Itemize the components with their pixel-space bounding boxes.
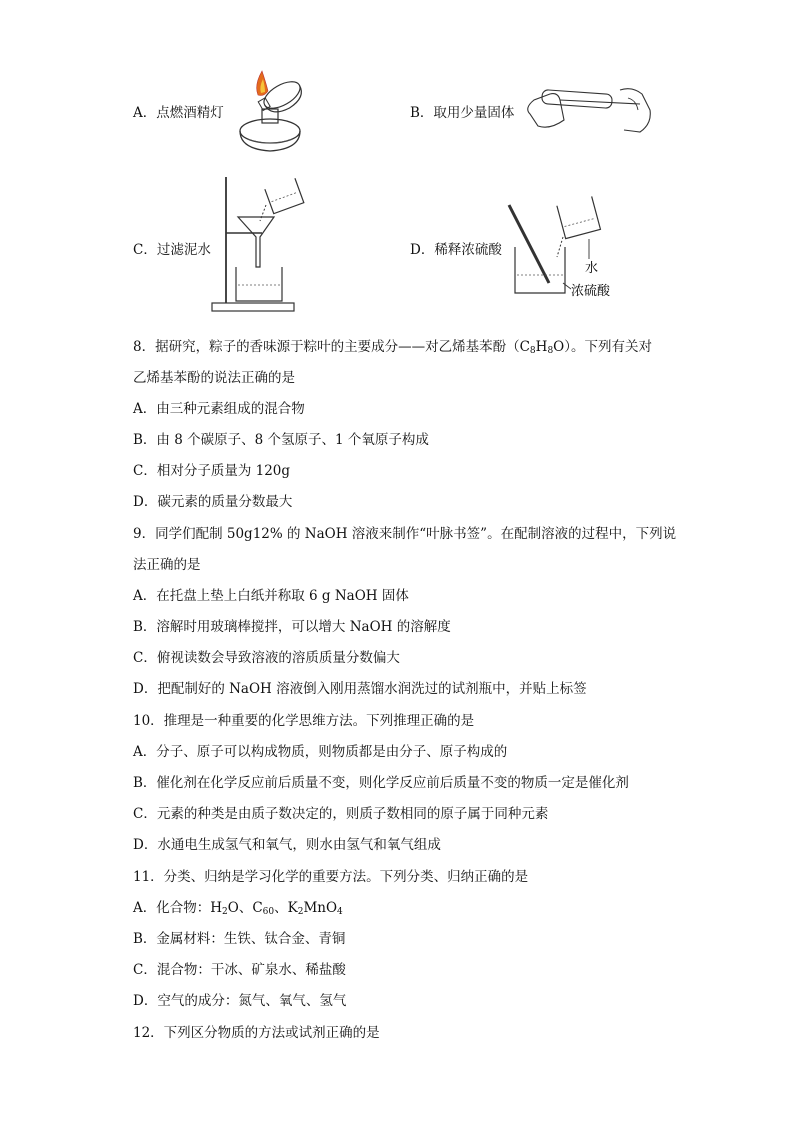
- q9-option-b: B．溶解时用玻璃棒搅拌，可以增大 NaOH 的溶解度: [133, 619, 451, 635]
- q11-stem: 11．分类、归纳是学习化学的重要方法。下列分类、归纳正确的是: [133, 869, 529, 885]
- q11-option-a: A．化合物：$H_2O$、$C_{60}$、$K_2MnO_4$: [133, 900, 343, 917]
- q12-stem: 12．下列区分物质的方法或试剂正确的是: [133, 1025, 380, 1041]
- q10-stem: 10．推理是一种重要的化学思维方法。下列推理正确的是: [133, 713, 475, 729]
- q8-option-d: D．碳元素的质量分数最大: [133, 494, 293, 510]
- dilute-acid-figure: [505, 195, 635, 305]
- q11-option-d: D．空气的成分：氮气、氧气、氢气: [133, 993, 347, 1009]
- q9-stem-line1: 9．同学们配制 50g12% 的 NaOH 溶液来制作“叶脉书签”。在配制溶液的过程中，下列说: [133, 526, 677, 542]
- q10-option-c: C．元素的种类是由质子数决定的，则质子数相同的原子属于同种元素: [133, 806, 549, 822]
- filtration-figure: [210, 175, 310, 315]
- q9-option-a: A．在托盘上垫上白纸并称取 6 g NaOH 固体: [133, 588, 409, 604]
- water-annotation: 水: [585, 261, 599, 276]
- option-c-label: C．过滤泥水: [133, 242, 211, 258]
- q8-option-b: B．由 8 个碳原子、8 个氢原子、1 个氧原子构成: [133, 432, 429, 448]
- q10-option-d: D．水通电生成氢气和氧气，则水由氢气和氧气组成: [133, 837, 441, 853]
- q11-option-b: B．金属材料：生铁、钛合金、青铜: [133, 931, 346, 947]
- q9-option-c: C．俯视读数会导致溶液的溶质质量分数偏大: [133, 650, 400, 666]
- option-d-label: D．稀释浓硫酸: [410, 242, 502, 258]
- q10-option-b: B．催化剂在化学反应前后质量不变，则化学反应前后质量不变的物质一定是催化剂: [133, 775, 629, 791]
- q8-stem-line2: 乙烯基苯酚的说法正确的是: [133, 370, 295, 386]
- q10-option-a: A．分子、原子可以构成物质，则物质都是由分子、原子构成的: [133, 744, 508, 760]
- q11-option-c: C．混合物：干冰、矿泉水、稀盐酸: [133, 962, 346, 978]
- alcohol-lamp-figure: [228, 65, 310, 157]
- option-a-label: A．点燃酒精灯: [133, 105, 224, 121]
- option-b-label: B．取用少量固体: [410, 105, 515, 121]
- q8-option-c: C．相对分子质量为 120g: [133, 463, 291, 479]
- q8-stem-line1: 8．据研究，粽子的香味源于粽叶的主要成分——对乙烯基苯酚$(C_8H_8O)$。下列有关对: [133, 339, 652, 356]
- q9-option-d: D．把配制好的 NaOH 溶液倒入刚用蒸馏水润洗过的试剂瓶中，并贴上标签: [133, 681, 587, 697]
- q8-option-a: A．由三种元素组成的混合物: [133, 401, 305, 417]
- q9-stem-line2: 法正确的是: [133, 557, 201, 573]
- acid-annotation: 浓硫酸: [571, 284, 611, 299]
- test-tube-spatula-figure: [520, 80, 660, 140]
